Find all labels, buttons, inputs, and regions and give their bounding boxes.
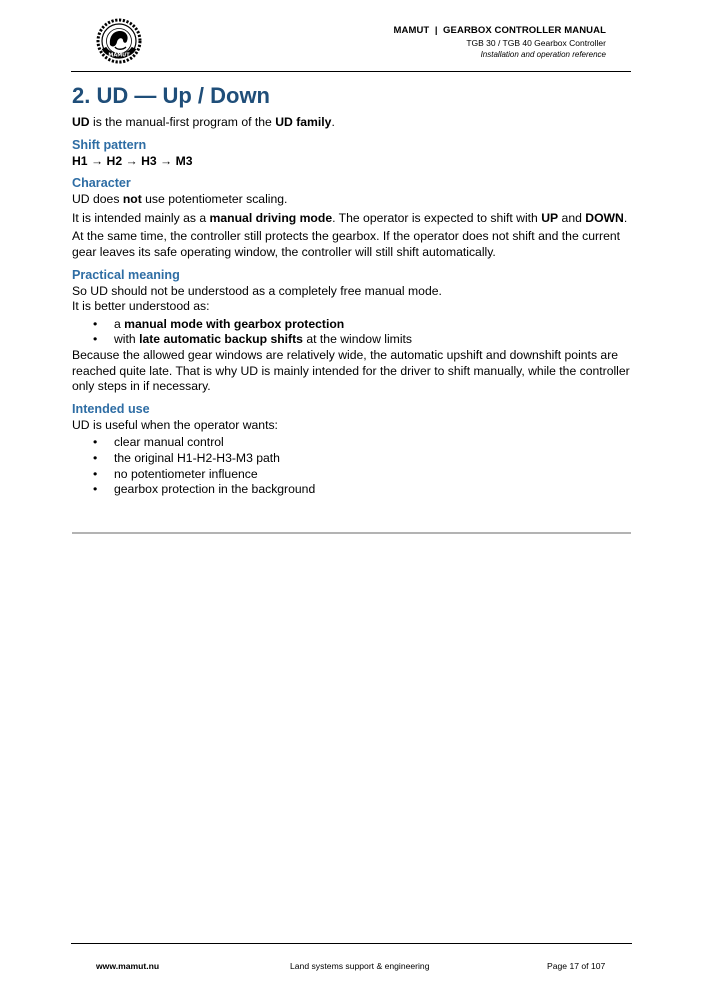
practical-line-2: It is better understood as: — [72, 299, 210, 314]
intro-bold-ud: UD — [72, 115, 90, 129]
list-item: • gearbox protection in the background — [114, 482, 634, 498]
footer-center: Land systems support & engineering — [290, 961, 430, 971]
intended-use-intro: UD is useful when the operator wants: — [72, 417, 278, 432]
list-item: • clear manual control — [114, 435, 634, 451]
header-note: Installation and operation reference — [480, 50, 606, 59]
practical-list — [72, 317, 634, 348]
character-heading: Character — [72, 176, 131, 191]
list-item: • the original H1-H2-H3-M3 path — [114, 451, 634, 467]
header-subtitle: TGB 30 / TGB 40 Gearbox Controller — [466, 38, 606, 48]
header-divider — [71, 71, 631, 72]
footer-divider — [71, 943, 632, 944]
intro-paragraph: UD is the manual-first program of the UD family. — [72, 115, 335, 129]
logo-text: MAMUT — [108, 52, 130, 59]
page-header — [393, 25, 606, 61]
intro-bold-family: UD family — [275, 115, 332, 129]
character-paragraph-1: UD does not use potentiometer scaling. — [72, 192, 288, 207]
intended-use-list — [72, 435, 634, 497]
mamut-logo — [93, 17, 145, 65]
shift-pattern-value: H1 → H2 → H3 → M3 — [72, 153, 193, 168]
character-paragraph-3: At the same time, the controller still protects the gearbox. If the operator does not shift and the current gear leaves its safe operating window, the controller will still shift automatically. — [72, 229, 621, 259]
practical-heading: Practical meaning — [72, 267, 180, 282]
page-number: Page 17 of 107 — [547, 961, 606, 971]
list-item: • a manual mode with gearbox protection — [114, 317, 634, 333]
character-paragraph-2: It is intended mainly as a manual driving mode. The operator is expected to shift with UP and DOWN. — [72, 210, 628, 225]
section-heading: 2. UD — Up / Down — [72, 83, 270, 108]
shift-pattern-heading: Shift pattern — [72, 137, 147, 152]
intended-use-heading: Intended use — [72, 401, 150, 416]
list-item: • no potentiometer influence — [114, 467, 634, 483]
practical-line-1: So UD should not be understood as a completely free manual mode. — [72, 283, 442, 298]
page-content — [72, 80, 634, 498]
list-item: • with late automatic backup shifts at the window limits — [114, 332, 634, 348]
practical-paragraph: Because the allowed gear windows are relatively wide, the automatic upshift and downshift points are reached quite late. That is why UD is mainly intended for the driver to shift manually, while the controller only steps in if necessary. — [72, 347, 630, 394]
section-end-divider — [72, 532, 631, 534]
footer-website: www.mamut.nu — [96, 961, 160, 971]
header-title: MAMUT | GEARBOX CONTROLLER MANUAL — [393, 25, 606, 36]
